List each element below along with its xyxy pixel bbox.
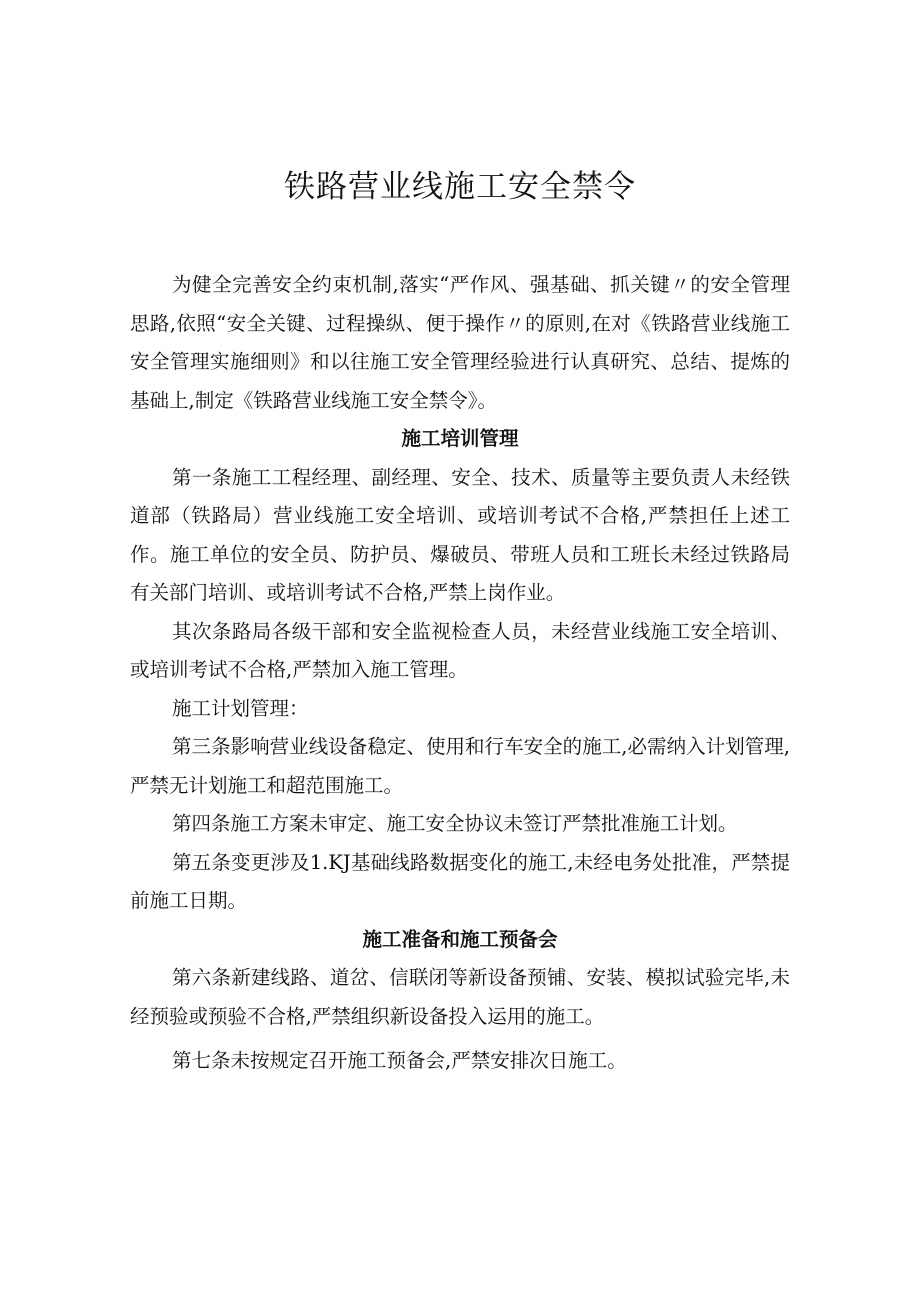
document-title: 铁路营业线施工安全禁令 (284, 169, 636, 205)
section-heading-preparation: 施工准备和施工预备会 (362, 927, 558, 951)
article-6: 第六条新建线路、道岔、信联闭等新设备预铺、安装、模拟试验完毕,未经预验或预验不合格,严禁组织新设备投入运用的施工。 (130, 966, 790, 1028)
section-heading-training: 施工培训管理 (401, 427, 519, 450)
document-body (130, 266, 790, 1081)
article-4: 第四条施工方案未审定、施工安全协议未签订严禁批准施工计划。 (172, 812, 738, 835)
intro-paragraph: 为健全完善安全约束机制,落实“严作风、强基础、抓关键〃的安全管理思路,依照“安全关键、过程操纵、便于操作〃的原则,在对《铁路营业线施工安全管理实施细则》和以往施工安全管理经验进行认真研究、总结、提炼的基础上,制定《铁路营业线施工安全禁令》。 (130, 273, 790, 412)
article-7: 第七条未按规定召开施工预备会,严禁安排次日施工。 (172, 1049, 627, 1072)
article-2: 其次条路局各级干部和安全监视检查人员，未经营业线施工安全培训、或培训考试不合格,严禁加入施工管理。 (130, 619, 790, 681)
article-5: 第五条变更涉及1.KJ基础线路数据变化的施工,未经电务处批准，严禁提前施工日期。 (130, 850, 790, 912)
article-3: 第三条影响营业线设备稳定、使用和行车安全的施工,必需纳入计划管理,严禁无计划施工和超范围施工。 (130, 735, 790, 797)
article-1: 第一条施工工程经理、副经理、安全、技术、质量等主要负责人未经铁道部（铁路局）营业线施工安全培训、或培训考试不合格,严禁担任上述工作。施工单位的安全员、防护员、爆破员、带班人员和工班长未经过铁路局有关部门培训、或培训考试不合格,严禁上岗作业。 (130, 465, 790, 604)
section-heading-planning: 施工计划管理： (172, 696, 309, 720)
